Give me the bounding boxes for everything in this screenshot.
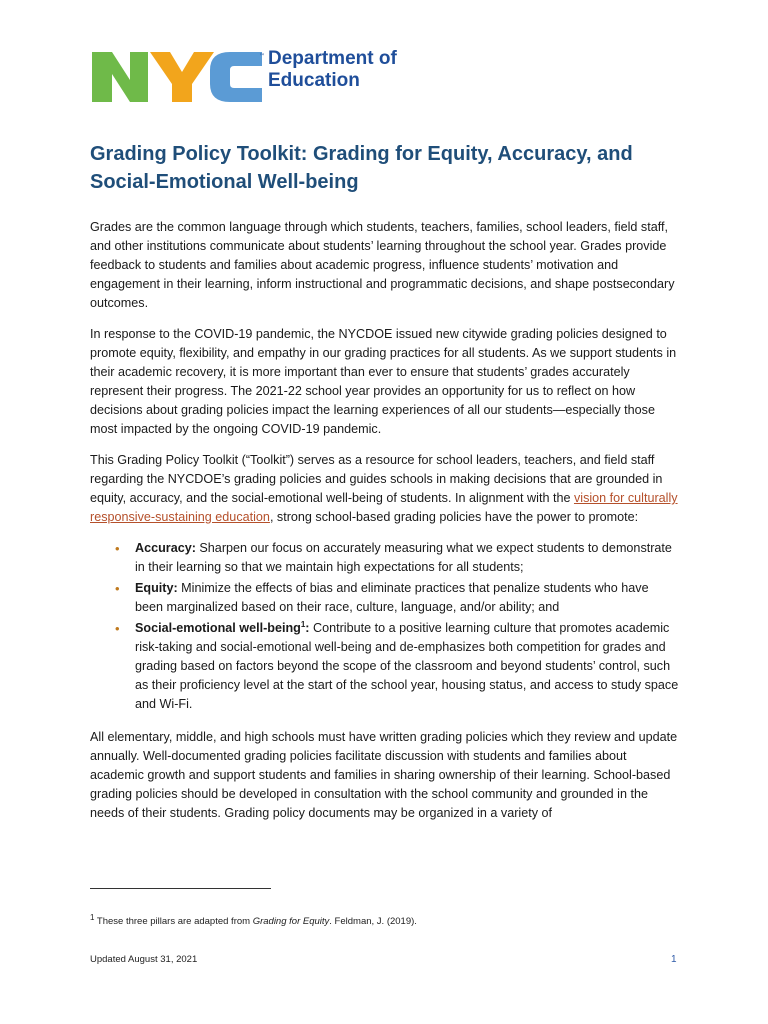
pillar-text: Contribute to a positive learning culture that promotes academic risk-taking and social-emotional well-being and de-emphasizes both competition for grades and grading based on factors beyond the scope of the classroom and beyond students’ control, such as their proficiency level at the start of the school year, housing status, and access to study space and Wi-Fi. [135,621,679,711]
pillar-term [135,621,310,635]
footnote-ref[interactable]: 1 [300,619,306,629]
bullet-icon: • [115,541,120,556]
footnote-book-title: Grading for Equity [252,916,330,927]
footnote [90,912,417,929]
bullet-icon: • [115,621,120,636]
pillar-term-colon: : [305,621,310,635]
paragraph-1: Grades are the common language through which students, teachers, families, school leaders, field staff, and other institutions communicate about students’ learning throughout the school year. Grades provide feedback to students and families about academic progress, influence students’ motivation and engagement in their learning, inform instructional and programmatic decisions, and shape postsecondary outcomes. [90,220,675,310]
footnote-citation: . Feldman, J. (2019). [329,916,417,927]
department-line-1: Department of [268,48,397,69]
pillars-list [90,539,680,714]
department-line-2: Education [268,70,360,91]
pillar-text: Sharpen our focus on accurately measuring what we expect students to demonstrate in their learning so that we maintain high expectations for all students; [135,541,672,574]
list-item-social-emotional [115,619,680,714]
paragraph-4: All elementary, middle, and high schools must have written grading policies which they review and update annually. Well-documented grading policies facilitate discussion with students and families about academic growth and support students and families in sharing ownership of their learning. School-based grading policies should be developed in consultation with the school community and grounded in the needs of their students. Grading policy documents may be organized in a variety of [90,730,678,820]
paragraph-3-text: This Grading Policy Toolkit (“Toolkit”) serves as a resource for school leaders, teachers, and field staff regarding the NYCDOE’s grading policies and guides schools in making decisions that are grounded in equity, accuracy, and the social-emotional well-being of students. In alignment with the [90,453,663,505]
list-item-equity [115,579,680,617]
title-line-2: Social-Emotional Well-being [90,171,359,193]
page-title [90,140,690,196]
department-name [268,48,397,92]
paragraph-3-text-end: , strong school-based grading policies have the power to promote: [269,510,639,524]
nyc-logo-letters [90,46,265,106]
title-line-1: Grading Policy Toolkit: Grading for Equity, Accuracy, and [90,143,633,165]
pillar-term-text: Social-emotional well-being [135,621,301,635]
pillar-term: Equity: [135,581,178,595]
footnote-divider [90,888,271,889]
paragraph-2: In response to the COVID-19 pandemic, the NYCDOE issued new citywide grading policies designed to promote equity, flexibility, and empathy in our grading practices for all students. As we support students in their academic recovery, it is more important than ever to ensure that students’ grades accurately represent their progress. The 2021-22 school year provides an opportunity for us to reflect on how decisions about grading policies impact the learning experiences of all our students—especially those most impacted by the ongoing COVID-19 pandemic. [90,327,677,436]
crse-vision-link[interactable]: vision for culturally responsive-sustaining education [90,491,678,524]
list-item-accuracy [115,539,680,577]
bullet-icon: • [115,581,120,596]
paragraph-3 [90,451,680,527]
footnote-marker: 1 [90,912,95,922]
footnote-text: These three pillars are adapted from [94,916,253,927]
pillar-term: Accuracy: [135,541,196,555]
pillar-text: Minimize the effects of bias and eliminate practices that penalize students who have been marginalized based on their race, culture, language, and/or ability; and [135,581,649,614]
svg-text:™: ™ [259,53,265,60]
document-body [90,218,680,835]
page-number: 1 [671,954,677,965]
updated-date: Updated August 31, 2021 [90,954,198,965]
